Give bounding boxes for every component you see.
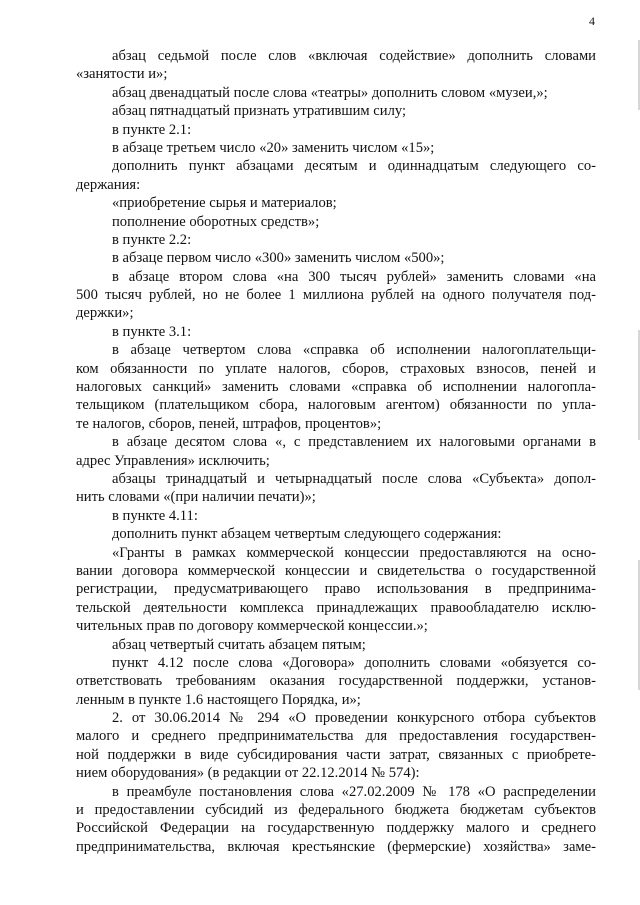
text-line: абзац пятнадцатый признать утратившим силу;	[112, 103, 407, 120]
text-line: пункт 4.12 после слова «Договора» дополнить словами «обязуется со-	[112, 654, 596, 671]
text-line: ком обязанности по уплате налогов, сборов, страховых взносов, пеней и	[76, 360, 596, 377]
text-line: ной поддержки в виде субсидирования части затрат, связанных с приобрете-	[76, 746, 596, 763]
text-line: в пункте 4.11:	[112, 507, 198, 524]
text-line: ответствовать требованиям оказания государственной поддержки, установ-	[76, 673, 596, 690]
text-line: дополнить пункт абзацем четвертым следующего содержания:	[112, 526, 502, 543]
text-line: держки»;	[76, 305, 134, 322]
text-line: ленным в пункте 1.6 настоящего Порядка, и»;	[76, 691, 361, 708]
text-line: те налогов, сборов, пеней, штрафов, процентов»;	[76, 415, 382, 432]
text-line: 2. от 30.06.2014 № 294 «О проведении конкурсного отбора субъектов	[112, 710, 596, 727]
text-line: абзац седьмой после слов «включая содействие» дополнить словами	[112, 48, 596, 64]
text-line: нить словами «(при наличии печати)»;	[76, 489, 316, 506]
text-line: тельщиком (плательщиком сбора, налоговым агентом) обязанности по упла-	[76, 397, 596, 414]
text-line: адрес Управления» исключить;	[76, 452, 270, 469]
text-line: держания:	[76, 176, 141, 193]
text-line: вании договора коммерческой концессии и свидетельства о государственной	[76, 562, 596, 579]
text-line: налоговых санкций» заменить словами «справка об исполнении налогопла-	[76, 379, 596, 396]
text-line: 500 тысяч рублей, но не более 1 миллиона рублей на одного получателя под-	[76, 287, 596, 304]
text-line: в абзаце десятом слова «, с представлением их налоговыми органами в	[112, 434, 596, 451]
text-line: в пункте 2.2:	[112, 231, 192, 248]
text-line: регистрации, предусматривающего право использования в предпринима-	[76, 581, 596, 598]
text-line: малого и среднего предпринимательства для предоставления государствен-	[76, 728, 596, 745]
text-line: нием оборудования» (в редакции от 22.12.2014 № 574):	[76, 765, 420, 782]
text-line: и предоставлении субсидий из федерального бюджета бюджетам субъектов	[76, 802, 596, 819]
text-line: предпринимательства, включая крестьянские (фермерские) хозяйства» заме-	[76, 838, 596, 855]
text-line: «приобретение сырья и материалов;	[112, 195, 337, 212]
text-line: дополнить пункт абзацами десятым и одиннадцатым следующего со-	[112, 158, 596, 175]
text-line: тельской деятельности комплекса принадлежащих правообладателю исклю-	[76, 599, 596, 616]
document-body	[76, 47, 596, 856]
text-line: абзац двенадцатый после слова «театры» дополнить словом «музеи,»;	[112, 84, 548, 101]
text-line: «занятости и»;	[76, 66, 168, 83]
text-line: в пункте 2.1:	[112, 121, 192, 138]
text-line: в абзаце втором слова «на 300 тысяч рублей» заменить словами «на	[112, 268, 596, 285]
text-line: в абзаце четвертом слова «справка об исполнении налогоплательщи-	[112, 342, 596, 359]
text-line: «Гранты в рамках коммерческой концессии предоставляются на осно-	[112, 544, 596, 561]
text-line: в пункте 3.1:	[112, 323, 192, 340]
text-line: Российской Федерации на государственную поддержку малого и среднего	[76, 820, 596, 837]
page-number: 4	[589, 14, 595, 28]
text-line: пополнение оборотных средств»;	[112, 213, 320, 230]
text-line: абзац четвертый считать абзацем пятым;	[112, 636, 366, 653]
text-line: в преамбуле постановления слова «27.02.2009 № 178 «О распределении	[112, 783, 596, 800]
text-line: чительных прав по договору коммерческой концессии.»;	[76, 618, 428, 635]
text-line: абзацы тринадцатый и четырнадцатый после слова «Субъекта» допол-	[112, 470, 596, 487]
text-line: в абзаце первом число «300» заменить числом «500»;	[112, 250, 445, 267]
text-line: в абзаце третьем число «20» заменить числом «15»;	[112, 139, 435, 156]
